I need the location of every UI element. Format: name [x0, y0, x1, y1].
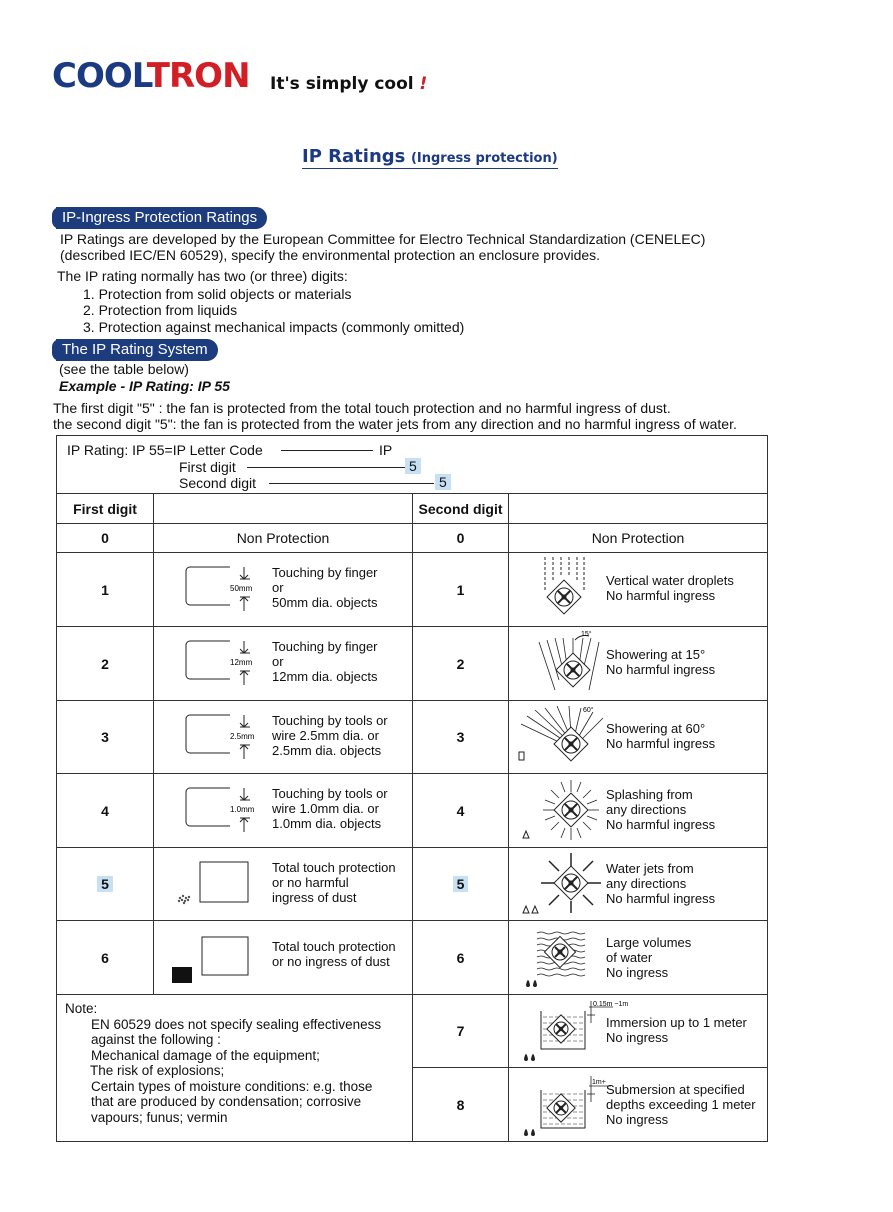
desc-line: Touching by finger [272, 639, 378, 654]
digit-list-item-2: 2. Protection from liquids [83, 302, 238, 318]
desc-line: No ingress [606, 1030, 669, 1045]
digit-list-item-3: 3. Protection against mechanical impacts (commonly omitted) [83, 319, 465, 335]
desc-line: No harmful ingress [606, 588, 716, 603]
table-row [57, 627, 768, 701]
table-row [57, 848, 768, 921]
first-desc-1 [154, 553, 413, 627]
tagline-mark: ! [419, 74, 428, 94]
first-digit-0: 0 [57, 524, 154, 553]
wire-gap-icon [184, 786, 264, 832]
submersion-fan-icon [521, 1072, 611, 1138]
tool-gap-icon [184, 713, 264, 759]
first-desc-5 [154, 848, 413, 921]
desc-line: depths exceeding 1 meter [606, 1097, 756, 1112]
desc-line: wire 1.0mm dia. or [272, 801, 379, 816]
digit-list-item-1: 1. Protection from solid objects or materials [83, 286, 352, 302]
desc-line: any directions [606, 802, 687, 817]
title-main: IP Ratings [302, 146, 406, 167]
svg-text:15°: 15° [581, 631, 592, 638]
splash-fan-icon [519, 778, 603, 842]
second-desc-8 [509, 1068, 768, 1142]
page-title [302, 146, 558, 169]
see-table-note: (see the table below) [59, 361, 189, 377]
desc-line: Touching by tools or [272, 713, 388, 728]
desc-line: No harmful ingress [606, 817, 716, 832]
desc-line: Showering at 60° [606, 721, 706, 736]
second-digit-0: 0 [413, 524, 509, 553]
desc-line: Splashing from [606, 787, 693, 802]
note-line: EN 60529 does not specify sealing effectiveness [91, 1016, 382, 1032]
desc-line: Touching by tools or [272, 786, 388, 801]
logo-tron: TRON [146, 56, 250, 96]
highlight-5: 5 [97, 876, 113, 892]
section-heading-rating-system: The IP Rating System [56, 339, 218, 361]
svg-text:60°: 60° [583, 707, 594, 714]
highlight-5: 5 [453, 876, 469, 892]
table-row [57, 921, 768, 995]
desc-line: or no ingress of dust [272, 954, 390, 969]
first-digit-4: 4 [57, 774, 154, 848]
shower-60-fan-icon [517, 704, 609, 768]
first-digit-5 [57, 848, 154, 921]
note-box [57, 995, 413, 1142]
svg-text:50mm: 50mm [230, 584, 253, 593]
title-sub: (Ingress protection) [410, 151, 558, 166]
desc-line: Showering at 15° [606, 647, 706, 662]
note-line: The risk of explosions; [90, 1063, 225, 1078]
second-desc-6 [509, 921, 768, 995]
desc-line: Submersion at specified [606, 1082, 745, 1097]
leader-line-second [269, 483, 434, 484]
svg-text:2.5mm: 2.5mm [230, 732, 255, 741]
intro-line-1: IP Ratings are developed by the European Committee for Electro Technical Standardization (CENELEC) [60, 231, 706, 247]
first-digit-explanation: The first digit "5" : the fan is protected from the total touch protection and no harmful ingress of dust. [53, 400, 671, 416]
desc-line: No harmful ingress [606, 736, 716, 751]
desc-line: Total touch protection [272, 860, 396, 875]
col-header-second-blank [509, 494, 768, 524]
tagline [270, 74, 427, 94]
vertical-droplets-fan-icon [541, 557, 587, 621]
desc-line: wire 2.5mm dia. or [272, 728, 379, 743]
desc-line: or [272, 580, 284, 595]
desc-line: 12mm dia. objects [272, 669, 378, 684]
desc-line: or [272, 654, 284, 669]
first-digit-2: 2 [57, 627, 154, 701]
leader-line-ip [281, 450, 373, 451]
col-header-first-blank [154, 494, 413, 524]
first-desc-3 [154, 701, 413, 774]
desc-line: of water [606, 950, 653, 965]
dust-tight-icon [170, 935, 254, 987]
desc-line: any directions [606, 876, 687, 891]
first-digit-3: 3 [57, 701, 154, 774]
desc-line: 50mm dia. objects [272, 595, 378, 610]
note-line: that are produced by condensation; corrosive [91, 1094, 362, 1109]
desc-line: Vertical water droplets [606, 573, 734, 588]
shower-15-fan-icon [537, 630, 607, 696]
tagline-text: It's simply cool [270, 74, 414, 94]
desc-line: Total touch protection [272, 939, 396, 954]
second-digit-4: 4 [413, 774, 509, 848]
finger-gap-icon [184, 639, 264, 685]
desc-line: Immersion up to 1 meter [606, 1015, 747, 1030]
second-non-protection: Non Protection [509, 524, 768, 553]
second-desc-7 [509, 995, 768, 1068]
section-heading-ingress: IP-Ingress Protection Ratings [56, 207, 267, 229]
immersion-fan-icon [521, 999, 629, 1063]
note-line: Certain types of moisture conditions: e.g. those [91, 1078, 373, 1094]
second-desc-3 [509, 701, 768, 774]
note-heading: Note: [65, 1001, 98, 1016]
second-digit-value: 5 [435, 474, 451, 490]
desc-line: 2.5mm dia. objects [272, 743, 382, 758]
large-volume-water-fan-icon [523, 927, 603, 989]
col-header-first-digit: First digit [57, 494, 154, 524]
note-line: vapours; funus; vermin [91, 1109, 228, 1125]
desc-line: Large volumes [606, 935, 692, 950]
first-desc-6 [154, 921, 413, 995]
desc-line: 1.0mm dia. objects [272, 816, 382, 831]
first-desc-2 [154, 627, 413, 701]
ip-code-breakdown [57, 436, 768, 494]
svg-text:12mm: 12mm [230, 658, 253, 667]
desc-line: No ingress [606, 965, 669, 980]
ip-code-line: IP Rating: IP 55=IP Letter Code [67, 442, 263, 458]
svg-text:1.0mm: 1.0mm [230, 805, 255, 814]
second-desc-4 [509, 774, 768, 848]
first-digit-6: 6 [57, 921, 154, 995]
second-desc-2 [509, 627, 768, 701]
ip-letter-code: IP [379, 442, 393, 458]
second-digit-3: 3 [413, 701, 509, 774]
table-row [57, 995, 768, 1068]
desc-line: No harmful ingress [606, 891, 716, 906]
desc-line: Water jets from [606, 861, 694, 876]
table-row [57, 774, 768, 848]
dust-protected-icon [174, 860, 254, 910]
finger-gap-icon [184, 565, 264, 611]
second-digit-6: 6 [413, 921, 509, 995]
note-line: against the following : [91, 1032, 221, 1047]
logo-cool: COOL [52, 56, 147, 96]
table-row [57, 553, 768, 627]
leader-line-first [247, 467, 405, 468]
second-desc-5 [509, 848, 768, 921]
second-digit-5 [413, 848, 509, 921]
digits-intro: The IP rating normally has two (or three) digits: [57, 268, 348, 284]
example-rating: Example - IP Rating: IP 55 [59, 378, 230, 394]
ip-rating-table [56, 435, 768, 1142]
first-desc-4 [154, 774, 413, 848]
company-logo [52, 56, 250, 96]
second-digit-7: 7 [413, 995, 509, 1068]
table-row [57, 701, 768, 774]
desc-line: ingress of dust [272, 890, 357, 905]
note-line: Mechanical damage of the equipment; [91, 1047, 320, 1063]
second-desc-1 [509, 553, 768, 627]
desc-line: No harmful ingress [606, 662, 716, 677]
water-jet-fan-icon [519, 851, 603, 917]
second-digit-explanation: the second digit "5": the fan is protected from the water jets from any direction and no harmful ingress of water. [53, 416, 737, 432]
first-non-protection: Non Protection [154, 524, 413, 553]
desc-line: or no harmful [272, 875, 349, 890]
first-digit-1: 1 [57, 553, 154, 627]
second-digit-label: Second digit [179, 475, 257, 491]
first-digit-label: First digit [179, 459, 236, 475]
first-digit-value: 5 [405, 458, 421, 474]
desc-line: No ingress [606, 1112, 669, 1127]
second-digit-1: 1 [413, 553, 509, 627]
svg-text:0.15m ~1m: 0.15m ~1m [593, 1001, 629, 1008]
second-digit-8: 8 [413, 1068, 509, 1142]
second-digit-2: 2 [413, 627, 509, 701]
intro-line-2: (described IEC/EN 60529), specify the environmental protection an enclosure provides. [60, 247, 601, 263]
col-header-second-digit: Second digit [413, 494, 509, 524]
desc-line: Touching by finger [272, 565, 378, 580]
svg-text:1m+: 1m+ [592, 1079, 606, 1086]
